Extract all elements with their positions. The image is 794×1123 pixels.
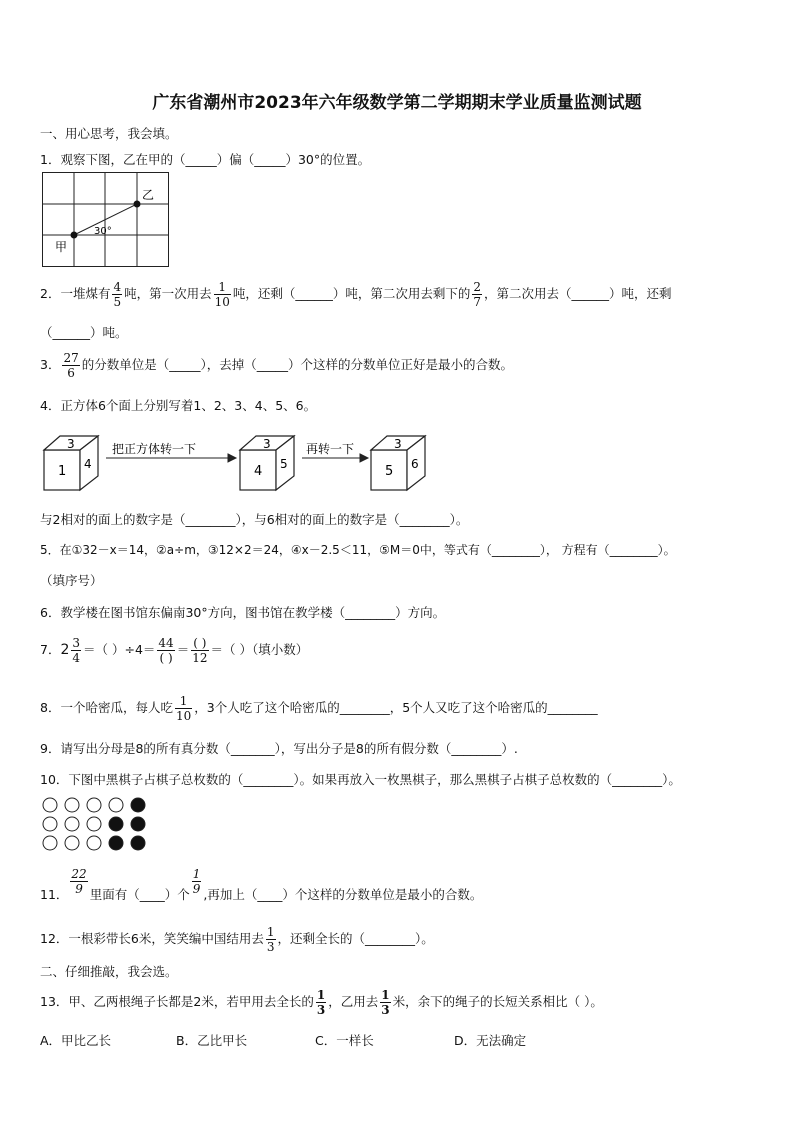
- fraction: $\frac{1}{9}$: [192, 867, 201, 896]
- question-8: 8．一个哈密瓜，每人吃 $\frac{1}{10}$ ，3个人吃了这个哈密瓜的________，5个人又吃了这个哈密瓜的________: [40, 694, 598, 723]
- fraction: $\frac{( )}{12}$: [192, 636, 208, 665]
- q2-text-d: ，第二次用去（______）吨，还剩: [484, 286, 672, 301]
- fraction: $\frac{3}{4}$: [72, 636, 81, 665]
- white-stone: [65, 798, 79, 812]
- option-b[interactable]: B．乙比甲长: [176, 1033, 248, 1048]
- black-stone: [131, 836, 145, 850]
- angle-label: 30°: [94, 226, 112, 237]
- question-7: 7．2 $\frac{3}{4}$ ＝（ ）÷4＝ $\frac{44}{( )}$ ＝ $\frac{( )}{12}$ ＝（ ）（填小数）: [40, 636, 309, 665]
- cube-diagram: [40, 430, 440, 494]
- white-stone: [87, 798, 101, 812]
- question-6: 6．教学楼在图书馆东偏南30°方向，图书馆在教学楼（________）方向。: [40, 605, 446, 620]
- black-stone: [109, 836, 123, 850]
- black-stone: [131, 798, 145, 812]
- white-stone: [65, 836, 79, 850]
- white-stone: [87, 836, 101, 850]
- black-stone: [131, 817, 145, 831]
- fraction: $\frac{1}{3}$: [266, 925, 275, 954]
- svg-text:4: 4: [254, 464, 263, 479]
- question-11: 11． $\frac{22}{9}$ 里面有（____）个 $\frac{1}{9}$ ,再加上（____）个这样的分数单位是最小的合数。: [40, 867, 483, 902]
- q2-text-b: 吨，第一次用去: [124, 286, 212, 301]
- label-yi: 乙: [142, 188, 155, 202]
- question-4-answer: 与2相对的面上的数字是（________），与6相对的面上的数字是（________）。: [40, 512, 469, 527]
- point-yi: [134, 201, 141, 208]
- black-stone: [109, 817, 123, 831]
- white-stone: [43, 836, 57, 850]
- option-a[interactable]: A．甲比乙长: [40, 1033, 112, 1048]
- q2-text-a: 2．一堆煤有: [40, 286, 111, 301]
- svg-text:4: 4: [84, 457, 92, 471]
- section-heading-1: 一、用心思考，我会填。: [40, 126, 178, 141]
- chess-stones: [42, 796, 157, 854]
- arrow-label-2: 再转一下: [306, 442, 355, 456]
- white-stone: [43, 817, 57, 831]
- label-jia: 甲: [55, 240, 68, 254]
- white-stone: [109, 798, 123, 812]
- fraction: $\frac{1}{3}$: [316, 988, 326, 1017]
- white-stone: [65, 817, 79, 831]
- q2-text-c: 吨，还剩（______）吨，第二次用去剩下的: [232, 286, 471, 301]
- question-5-line2: （填序号）: [40, 573, 103, 588]
- svg-text:3: 3: [263, 437, 271, 451]
- question-1: 1．观察下图，乙在甲的（_____）偏（_____）30°的位置。: [40, 152, 371, 167]
- fraction: $\frac{1}{3}$: [381, 988, 390, 1017]
- white-stone: [87, 817, 101, 831]
- question-2-line2: （______）吨。: [40, 325, 128, 340]
- svg-text:3: 3: [394, 437, 402, 451]
- fraction: $\frac{4}{5}$: [113, 280, 122, 309]
- question-3: 3． $\frac{27}{6}$ 的分数单位是（_____），去掉（_____）个这样的分数单位正好是最小的合数。: [40, 351, 513, 380]
- fraction: $\frac{44}{( )}$: [158, 636, 174, 665]
- question-5: 5．在①32－x＝14，②a÷m，③12×2＝24，④x－2.5＜11，⑤M＝0中，等式有（________）， 方程有（________）。: [40, 543, 676, 557]
- question-10: 10．下图中黑棋子占棋子总枚数的（________）。如果再放入一枚黑棋子，那么黑棋子占棋子总枚数的（________）。: [40, 772, 681, 787]
- fraction: $\frac{1}{10}$: [214, 280, 230, 309]
- question-4: 4．正方体6个面上分别写着1、2、3、4、5、6。: [40, 398, 317, 413]
- fraction: $\frac{22}{9}$: [71, 867, 87, 896]
- question-2: [40, 280, 672, 309]
- option-c[interactable]: C．一样长: [315, 1033, 374, 1048]
- svg-text:6: 6: [411, 457, 419, 471]
- svg-text:3: 3: [67, 437, 75, 451]
- point-jia: [71, 232, 78, 239]
- question-12: 12．一根彩带长6米，笑笑编中国结用去 $\frac{1}{3}$ ，还剩全长的（________）。: [40, 925, 434, 954]
- svg-text:5: 5: [280, 457, 288, 471]
- grid-diagram: [42, 172, 170, 268]
- fraction: $\frac{27}{6}$: [63, 351, 79, 380]
- svg-text:5: 5: [385, 464, 394, 479]
- section-heading-2: 二、仔细推敲，我会选。: [40, 964, 178, 979]
- question-9: 9．请写出分母是8的所有真分数（_______），写出分子是8的所有假分数（________）.: [40, 741, 518, 756]
- arrow-label-1: 把正方体转一下: [112, 442, 197, 456]
- fraction: $\frac{1}{10}$: [175, 694, 192, 723]
- question-13: 13．甲、乙两根绳子长都是2米，若甲用去全长的 $\frac{1}{3}$ ，乙用去 $\frac{1}{3}$ 米，余下的绳子的长短关系相比（ ）。: [40, 988, 603, 1017]
- svg-text:1: 1: [58, 464, 67, 479]
- page-title: 广东省潮州市2023年六年级数学第二学期期末学业质量监测试题: [152, 93, 642, 113]
- white-stone: [43, 798, 57, 812]
- option-d[interactable]: D．无法确定: [454, 1033, 527, 1048]
- fraction: $\frac{2}{7}$: [473, 280, 482, 309]
